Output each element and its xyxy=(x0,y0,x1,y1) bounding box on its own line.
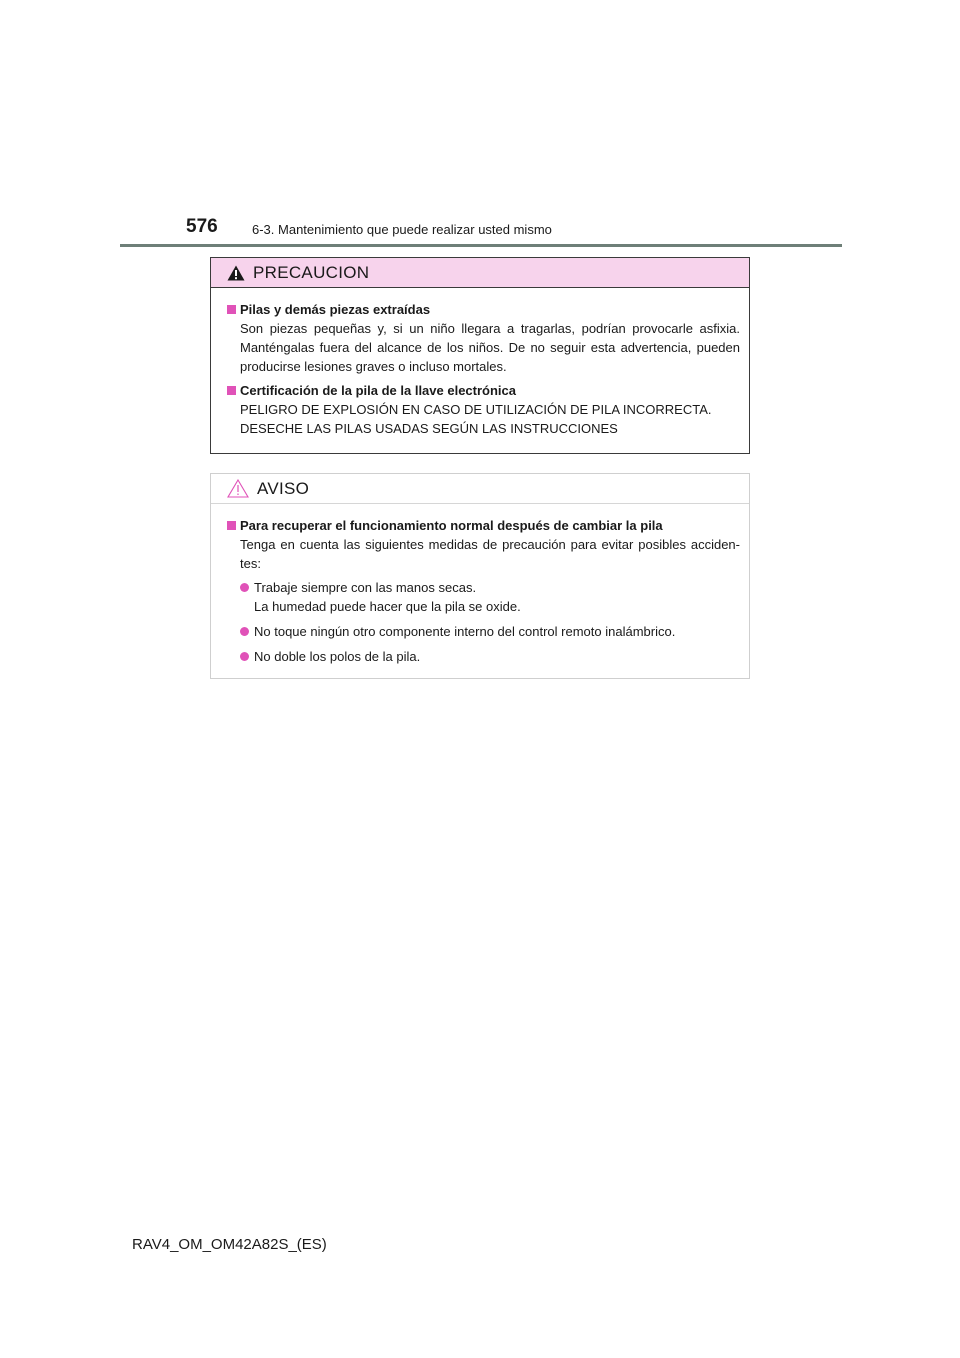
notice-bullet-line: La humedad puede hacer que la pila se oxide. xyxy=(254,599,521,614)
notice-item-text xyxy=(227,535,740,573)
notice-body xyxy=(211,504,749,666)
caution-item-line: PELIGRO DE EXPLOSIÓN EN CASO DE UTILIZACIÓN DE PILA INCORRECTA. xyxy=(240,402,712,417)
page-header xyxy=(186,214,846,244)
caution-item-paragraph: Son piezas pequeñas y, si un niño llegara a tragarlas, podrían provocarle asfixia. Manténgalas fuera del alcance de los niños. De no seguir esta advertencia, pueden producirse lesiones graves o incluso mortales. xyxy=(240,321,740,374)
square-bullet-icon xyxy=(227,305,236,314)
notice-bullet-text xyxy=(254,578,521,616)
caution-item-title: Certificación de la pila de la llave electrónica xyxy=(240,383,517,398)
caution-item-heading xyxy=(227,381,740,400)
notice-item-paragraph: Tenga en cuenta las siguientes medidas de precaución para evitar posibles acciden-tes: xyxy=(240,537,740,571)
circle-bullet-icon xyxy=(240,583,249,592)
caution-title: PRECAUCION xyxy=(253,262,370,282)
notice-bullet xyxy=(227,647,740,666)
notice-bullet xyxy=(227,622,740,641)
notice-header xyxy=(211,474,749,504)
caution-item xyxy=(227,381,740,438)
square-bullet-icon xyxy=(227,521,236,530)
notice-bullet-line: Trabaje siempre con las manos secas. xyxy=(254,580,477,595)
caution-header xyxy=(211,258,749,288)
warning-triangle-filled-icon xyxy=(227,265,245,281)
caution-item-line: DESECHE LAS PILAS USADAS SEGÚN LAS INSTRUCCIONES xyxy=(240,421,618,436)
circle-bullet-icon xyxy=(240,627,249,636)
notice-bullet-line: No doble los polos de la pila. xyxy=(254,649,421,664)
caution-item-text xyxy=(227,400,740,438)
notice-item-title: Para recuperar el funcionamiento normal después de cambiar la pila xyxy=(240,518,663,533)
page-number: 576 xyxy=(186,216,218,237)
notice-bullet-text xyxy=(254,647,420,666)
notice-item-heading xyxy=(227,516,740,535)
notice-box xyxy=(210,473,750,679)
caution-item-text xyxy=(227,319,740,376)
caution-item-heading xyxy=(227,300,740,319)
caution-item xyxy=(227,300,740,376)
notice-bullet xyxy=(227,578,740,616)
circle-bullet-icon xyxy=(240,652,249,661)
section-title: 6-3. Mantenimiento que puede realizar usted mismo xyxy=(252,222,552,237)
square-bullet-icon xyxy=(227,386,236,395)
caution-item-title: Pilas y demás piezas extraídas xyxy=(240,302,431,317)
notice-bullet-line: No toque ningún otro componente interno del control remoto inalámbrico. xyxy=(254,624,676,639)
notice-bullet-text xyxy=(254,622,675,641)
document-code: RAV4_OM_OM42A82S_(ES) xyxy=(132,1236,327,1253)
warning-triangle-outline-icon xyxy=(227,479,249,498)
header-rule xyxy=(120,244,842,247)
notice-title: AVISO xyxy=(257,478,310,498)
notice-item xyxy=(227,516,740,666)
caution-box xyxy=(210,257,750,454)
caution-body xyxy=(211,288,749,438)
